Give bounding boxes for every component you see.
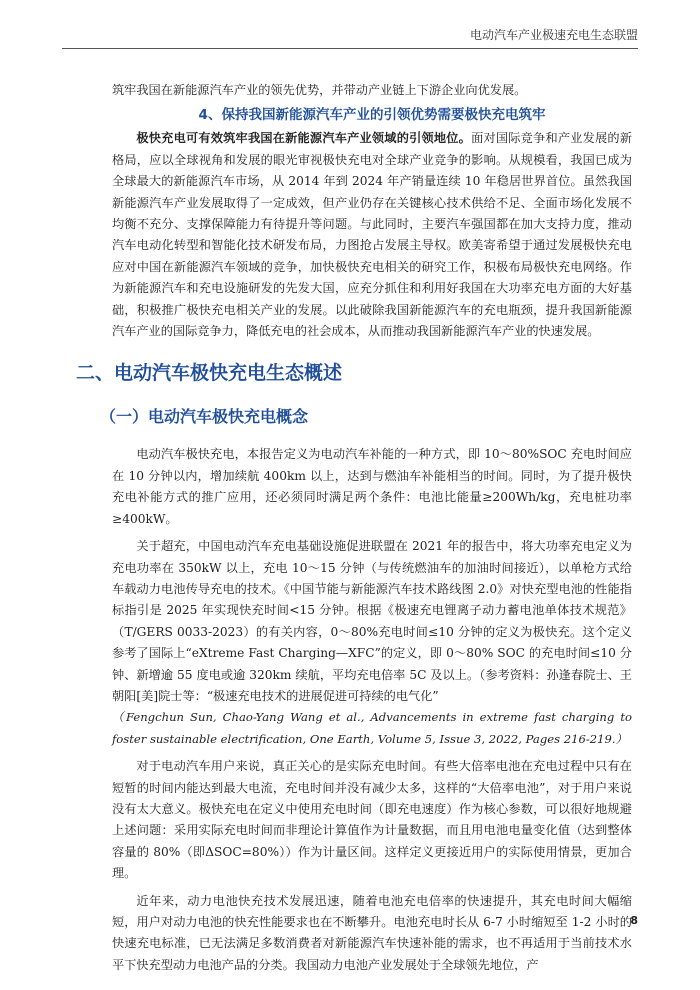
- page-number: 8: [630, 914, 638, 927]
- reference-citation: （Fengchun Sun, Chao-Yang Wang et al., Advancements in extreme fast charging to foster sustainable electrification, One Earth, Volume 5, Issue 3, 2022, Pages 216-219.）: [112, 710, 632, 746]
- subsection-title: （一）电动汽车极快充电概念: [100, 407, 309, 427]
- section-heading: 4、保持我国新能源汽车产业的引领优势需要极快充电筑牢: [198, 107, 546, 124]
- supercharge-paragraph: 关于超充，中国电动汽车充电基础设施促进联盟在 2021 年的报告中，将大功率充电定义为充电功率在 350kW 以上，充电 10～15 分钟（与传统燃油车的加油时间接近），以单枪方式给车载动力电池传导充电的技术。《中国节能与新能源汽车技术路线图 2.0》对快充型电池的性能指标指引是 2025 年实现快充时间<15 分钟。根据《极速充电锂离子动力蓄电池单体技术规范》（T/GERS 0033-2023）的有关内容，0～80%充电时间≤10 分钟的定义为极快充。这个定义参考了国际上“eXtreme Fast Charging—XFC”的定义，即 0～80% SOC 的充电时间≤10 分钟、新增逾 55 度电或逾 320km 续航，平均充电倍率 5C 及以上。（参考资料：孙逢春院士、王朝阳[美]院士等：“极速充电技术的进展促进可持续的电气化”: [112, 539, 632, 703]
- section-paragraph: [112, 128, 632, 342]
- page-body: [76, 80, 633, 976]
- header-title: 电动汽车产业极速充电生态联盟: [469, 28, 638, 42]
- chapter-title: 二、电动汽车极快充电生态概述: [76, 362, 343, 385]
- page-header: [62, 22, 638, 49]
- continued-paragraph: 筑牢我国在新能源汽车产业的领先优势，并带动产业链上下游企业向优发展。: [112, 83, 527, 97]
- recent-development-paragraph: 近年来，动力电池快充技术发展迅速，随着电池充电倍率的快速提升，其充电时间大幅缩短，用户对动力电池的快充性能要求也在不断攀升。电池充电时长从 6-7 小时缩短至 1-2 小时的快速充电标准，已无法满足多数消费者对新能源汽车快速补能的需求，也不再适用于当前技术水平下快充型动力电池产品的分类。我国动力电池产业发展处于全球领先地位，产: [112, 893, 632, 972]
- section-body-text: 面对国际竞争和产业发展的新格局，应以全球视角和发展的眼光审视极快充电对全球产业竞争的影响。从规模看，我国已成为全球最大的新能源汽车市场，从 2014 年到 2024 年产销量连续 10 年稳居世界首位。虽然我国新能源汽车产业发展取得了一定成效，但产业仍存在关键核心技术供给不足、全面市场化发展不均衡不充分、支撑保障能力有待提升等问题。与此同时，主要汽车强国都在加大支持力度，推动汽车电动化转型和智能化技术研发布局，力图抢占发展主导权。欧美寄希望于通过发展极快充电应对中国在新能源汽车领域的竞争，加快极快充电相关的研究工作，积极布局极快充电网络。作为新能源汽车和充电设施研发的先发大国，应充分抓住和利用好我国在大功率充电方面的大好基础，积极推广极快充电相关产业的发展。以此破除我国新能源汽车的充电瓶颈，提升我国新能源汽车产业的国际竞争力，降低充电的社会成本，从而推动我国新能源汽车产业的快速发展。: [112, 131, 633, 339]
- user-concern-paragraph: 对于电动汽车用户来说，真正关心的是实际充电时间。有些大倍率电池在充电过程中只有在短暂的时间内能达到最大电流，充电时间并没有减少太多，这样的“大倍率电池”，对于用户来说没有太大意义。极快充电在定义中使用充电时间（即充电速度）作为核心参数，可以很好地规避上述问题：采用实际充电时间而非理论计算值作为计量数据，而且用电池电量变化值（达到整体容量的 80%（即ΔSOC=80%））作为计量区间。这样定义更接近用户的实际使用情景，更加合理。: [112, 759, 632, 881]
- lead-sentence: 极快充电可有效筑牢我国在新能源汽车产业领域的引领地位。: [136, 131, 472, 146]
- definition-paragraph: 电动汽车极快充电，本报告定义为电动汽车补能的一种方式，即 10～80%SOC 充电时间应在 10 分钟以内，增加续航 400km 以上，达到与燃油车补能相当的时间。同时，为了提升极快充电补能方式的推广应用，还必须同时满足两个条件：电池比能量≥200Wh/kg，充电桩功率≥400kW。: [112, 447, 632, 526]
